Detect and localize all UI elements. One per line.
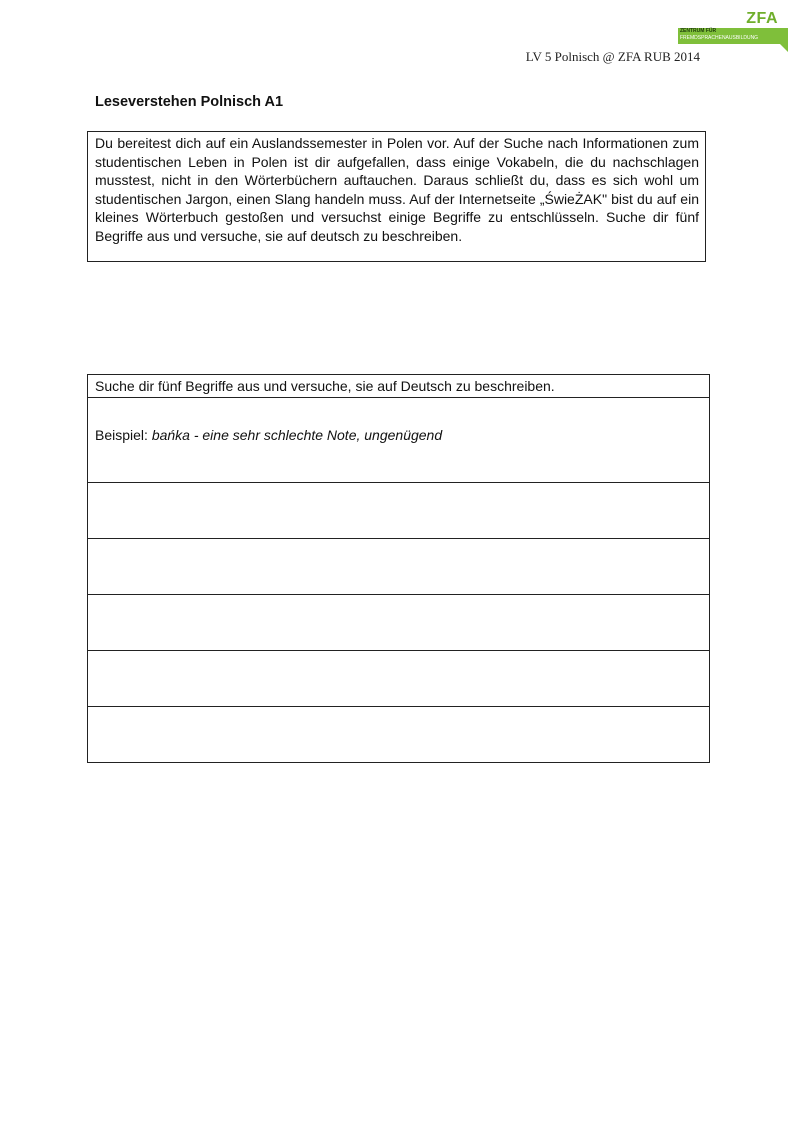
intro-text: Du bereitest dich auf ein Auslandssemester in Polen vor. Auf der Suche nach Informationen zum studentischen Leben in Polen ist dir aufgefallen, dass einige Vokabeln, die du nachschlagen musstest, nicht in den Wörterbüchern auftauchen. Daraus schließt du, dass es sich wohl um studentischen Jargon, einen Slang handeln muss. Auf der Internetseite „ŚwieŻAK" bist du auf ein kleines Wörterbuch gestoßen und versuchst einige Begriffe zu entschlüsseln. Suche dir fünf Begriffe aus und versuche, sie auf deutsch zu beschreiben.	[95, 135, 699, 244]
logo-speech-tip-icon	[780, 44, 788, 52]
answer-row	[88, 483, 710, 539]
logo-line-1: ZENTRUM FÜR	[680, 28, 717, 34]
answer-cell[interactable]	[88, 707, 710, 763]
logo-bar	[678, 28, 788, 44]
page-title: Leseverstehen Polnisch A1	[95, 94, 284, 110]
example-cell	[88, 398, 710, 483]
logo-title: ZFA	[746, 10, 778, 27]
answer-cell[interactable]	[88, 539, 710, 595]
answer-row	[88, 707, 710, 763]
example-row	[88, 398, 710, 483]
example-line	[95, 427, 709, 443]
answer-cell[interactable]	[88, 595, 710, 651]
task-table	[87, 374, 710, 763]
answer-cell[interactable]	[88, 483, 710, 539]
task-instruction: Suche dir fünf Begriffe aus und versuche, sie auf Deutsch zu beschreiben.	[88, 375, 710, 398]
document-reference: LV 5 Polnisch @ ZFA RUB 2014	[525, 49, 700, 64]
answer-cell[interactable]	[88, 651, 710, 707]
example-text: bańka - eine sehr schlechte Note, ungenügend	[151, 427, 443, 443]
answer-row	[88, 595, 710, 651]
zfa-logo	[678, 8, 790, 52]
intro-box	[87, 131, 706, 262]
task-header-row	[88, 375, 710, 398]
example-label: Beispiel:	[95, 427, 152, 443]
answer-row	[88, 651, 710, 707]
answer-row	[88, 539, 710, 595]
logo-line-2: FREMDSPRACHENAUSBILDUNG	[680, 35, 759, 41]
